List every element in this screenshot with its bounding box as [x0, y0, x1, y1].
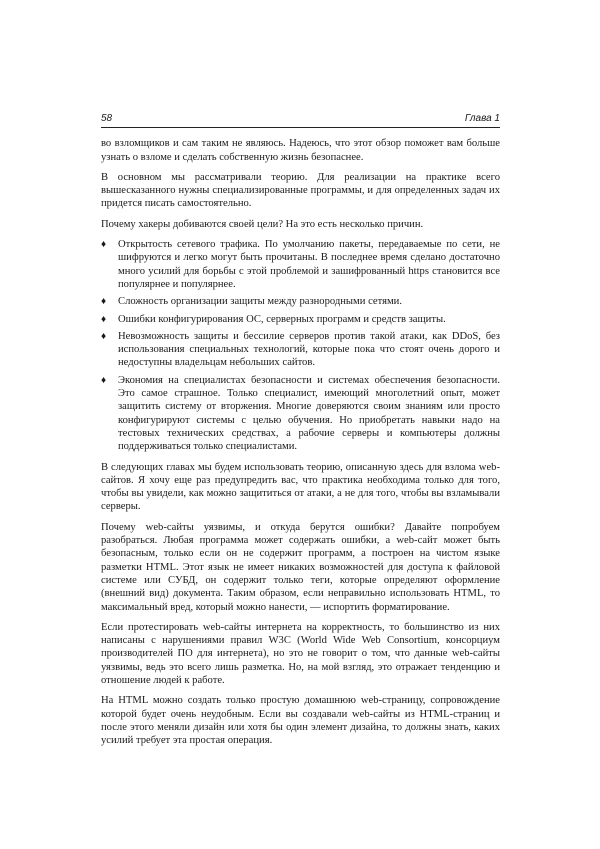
- paragraph: Почему web-сайты уязвимы, и откуда берутся ошибки? Давайте попробуем разобраться. Любая программа может содержать ошибки, а web-сайт может быть безопасным, только если он не содержит программ, а построен на чистом языке разметки HTML. Этот язык не имеет никаких возможностей для доступа к файловой системе или СУБД, он содержит только теги, которые определяют оформление (внешний вид) документа. Таким образом, если неправильно использовать HTML, то максимальный вред, который можно нанести, — испортить форматирование.: [101, 521, 500, 613]
- list-item-text: Сложность организации защиты между разнородными сетями.: [118, 296, 402, 308]
- paragraph: На HTML можно создать только простую домашнюю web-страницу, сопровождение которой будет очень неудобным. Если вы создавали web-сайты из HTML-страниц и после этого меняли дизайн или хотя бы один элемент дизайна, то должны знать, каких усилий требует эта простая операция.: [101, 695, 500, 747]
- page-number: 58: [101, 113, 113, 124]
- diamond-bullet-icon: ♦: [101, 330, 107, 342]
- paragraph: В основном мы рассматривали теорию. Для реализации на практике всего вышесказанного нужны специализированные программы, и для определенных задач их придется писать самостоятельно.: [101, 171, 500, 210]
- paragraph: во взломщиков и сам таким не являюсь. Надеюсь, что этот обзор поможет вам больше узнать о взломе и сделать собственную жизнь безопаснее.: [101, 138, 500, 163]
- list-item-text: Экономия на специалистах безопасности и системах обеспечения безопасности. Это самое страшное. Только специалист, имеющий многолетний опыт, может защитить систему от вторжения. Многие доверяются своим знаниям или просто конфигурируют системы с целью обучения. Но приобретать навыки надо на тестовых технических средствах, а рабочие серверы и компьютеры должны поддерживаться только специалистами.: [118, 374, 500, 453]
- book-page: [101, 112, 500, 754]
- diamond-bullet-icon: ♦: [101, 374, 107, 386]
- diamond-bullet-icon: ♦: [101, 296, 107, 308]
- list-item: [101, 330, 500, 370]
- list-item: [101, 238, 500, 291]
- paragraph: Почему хакеры добиваются своей цели? На это есть несколько причин.: [101, 218, 424, 230]
- running-header: [101, 112, 500, 128]
- diamond-bullet-icon: ♦: [101, 313, 107, 325]
- paragraph: В следующих главах мы будем использовать теорию, описанную здесь для взлома web-сайтов. Я хочу еще раз предупредить вас, что практика необходима только для того, чтобы вы увидели, как можно защититься от атаки, а не для того, чтобы вы взламывали серверы.: [101, 461, 500, 513]
- chapter-title: Глава 1: [464, 113, 500, 124]
- paragraph: Если протестировать web-сайты интернета на корректность, то большинство из них написаны с нарушениями правил W3C (World Wide Web Consortium, консорциум производителей ПО для интернета), но это не говорит о том, что данные web-сайты уязвимы, ведь это всего лишь разметка. Но, на мой взгляд, это отражает тенденцию и отношение людей к работе.: [101, 621, 500, 686]
- list-item: [101, 374, 500, 454]
- diamond-bullet-icon: ♦: [101, 239, 107, 251]
- list-item: [101, 313, 500, 326]
- list-item-text: Открытость сетевого трафика. По умолчанию пакеты, передаваемые по сети, не шифруются и легко могут быть прочитаны. В последнее время сделано достаточно много усилий для борьбы с этой проблемой и зашифрованный https становится все популярнее и популярнее.: [118, 239, 500, 290]
- list-item-text: Невозможность защиты и бессилие серверов против такой атаки, как DDoS, без использования специальных технологий, которые пока что стоят очень дорого и недоступны владельцам небольших сайтов.: [118, 330, 500, 369]
- list-item: [101, 295, 500, 308]
- reasons-list: [101, 238, 500, 453]
- list-item-text: Ошибки конфигурирования ОС, серверных программ и средств защиты.: [118, 313, 446, 325]
